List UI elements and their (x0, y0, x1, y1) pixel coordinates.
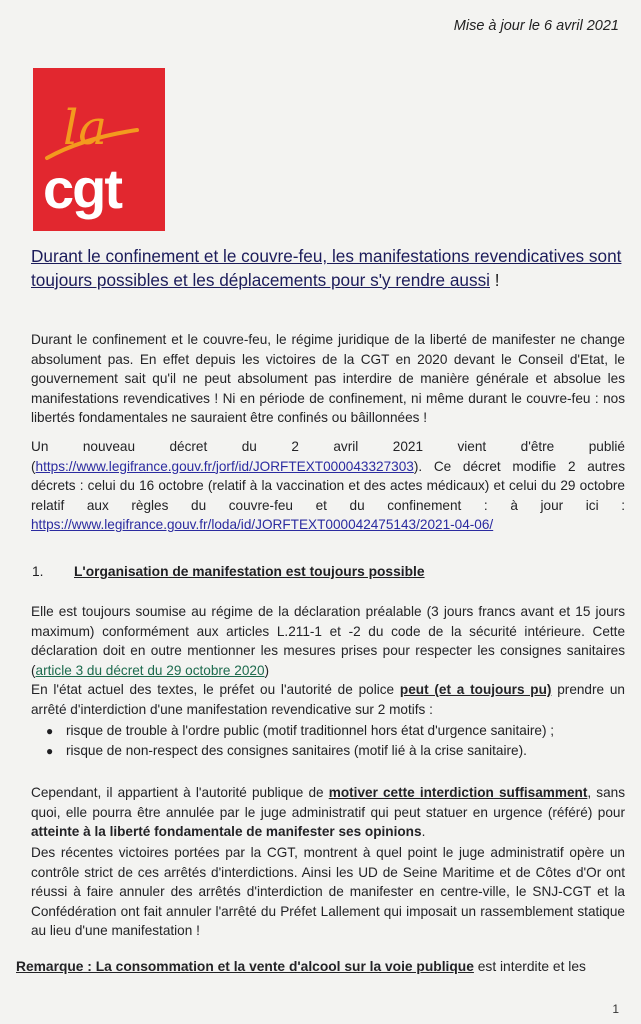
section-number: 1. (32, 564, 44, 579)
section-1-heading (32, 564, 626, 579)
remark (16, 959, 628, 974)
bullet-icon: ● (46, 724, 54, 738)
paragraph-motivation (31, 783, 625, 842)
headline-exclamation: ! (490, 270, 500, 290)
paragraph-declaration (31, 602, 625, 680)
remark-text: est interdite et les (473, 959, 586, 974)
prefect-bold: peut (et a toujours pu) (399, 682, 552, 697)
paragraph-decree (31, 437, 625, 535)
list-item-text: risque de trouble à l'ordre public (motif traditionnel hors état d'urgence sanitaire) ; (66, 723, 555, 738)
list-item-text: risque de non-respect des consignes sanitaires (motif lié à la crise sanitaire). (66, 743, 527, 758)
motivation-text-2: , sans quoi, elle pourra être annulée par le juge administratif qui peut statuer en urgence (référé) pour (31, 785, 625, 820)
headline (31, 244, 627, 292)
page-number: 1 (612, 1002, 619, 1016)
list-item (46, 741, 626, 761)
prefect-text-2: prendre un arrêté d'interdiction d'une manifestation revendicative sur 2 motifs : (31, 682, 625, 717)
decree-text-1: Un nouveau décret du 2 avril 2021 vient d'être publié ( (31, 439, 625, 474)
motives-list (46, 721, 626, 761)
bullet-icon: ● (46, 744, 54, 758)
paragraph-intro: Durant le confinement et le couvre-feu, le régime juridique de la liberté de manifester ne change absolument pas. En effet depuis les victoires de la CGT en 2020 devant le Conseil d'Etat, le gouvernement sait qu'il ne peut absolument pas interdire de manière générale et absolue les manifestations revendicatives ! Ni en période de confinement, ni même durant le couvre-feu : nos libertés fondamentales ne sauraient être confinés ou bâillonnées ! (31, 332, 625, 425)
remark-bold: Remarque : La consommation et la vente d'alcool sur la voie publique (16, 959, 474, 974)
paragraph-victories: Des récentes victoires portées par la CGT, montrent à quel point le juge administratif opère un contrôle strict de ces arrêtés d'interdictions. Ainsi les UD de Seine Maritime et de Côtes d'Or ont réussi à faire annuler des arrêtés d'interdiction de manifester en centre-ville, le SNJ-CGT et la Confédération ont fait annuler l'arrêté du Préfet Lallement qui imposait un rassemblement statique au lieu d'une manifestation ! (31, 845, 625, 938)
prefect-text-1: En l'état actuel des textes, le préfet ou l'autorité de police (31, 682, 400, 697)
motivation-text-1: Cependant, il appartient à l'autorité publique de (31, 785, 329, 800)
legifrance-link-2[interactable]: https://www.legifrance.gouv.fr/loda/id/JORFTEXT000042475143/2021-04-06/ (31, 517, 494, 532)
section-title: L'organisation de manifestation est toujours possible (74, 564, 425, 579)
declaration-text-2: ) (264, 662, 270, 678)
paragraph-prefect (31, 680, 625, 719)
declaration-text-1: Elle est toujours soumise au régime de la déclaration préalable (3 jours francs avant et 15 jours maximum) conformément aux articles L.211-1 et -2 du code de la sécurité intérieure. Cette déclaration doit en outre mentionner les mesures prises pour respecter les consignes sanitaires ( (31, 604, 625, 678)
cgt-logo (33, 68, 165, 231)
list-item (46, 721, 626, 741)
headline-text: Durant le confinement et le couvre-feu, les manifestations revendicatives sont toujours possibles et les déplacements pour s'y rendre aussi (31, 246, 622, 290)
decree-text-2: ). Ce décret modifie 2 autres décrets : celui du 16 octobre (relatif à la vaccination et des actes médicaux) et celui du 29 octobre relatif aux règles du couvre-feu et du confinement : à jour ici : (31, 458, 625, 513)
svg-text:la: la (63, 100, 107, 156)
update-date: Mise à jour le 6 avril 2021 (453, 18, 619, 34)
motivation-bold-1: motiver cette interdiction suffisamment (328, 785, 588, 800)
article-link[interactable]: article 3 du décret du 29 octobre 2020 (35, 662, 265, 678)
motivation-bold-2: atteinte à la liberté fondamentale de manifester ses opinions (31, 824, 422, 839)
motivation-text-3: . (421, 824, 426, 839)
svg-text:cgt: cgt (43, 157, 121, 220)
legifrance-link-1[interactable]: https://www.legifrance.gouv.fr/jorf/id/JORFTEXT000043327303 (35, 458, 414, 474)
